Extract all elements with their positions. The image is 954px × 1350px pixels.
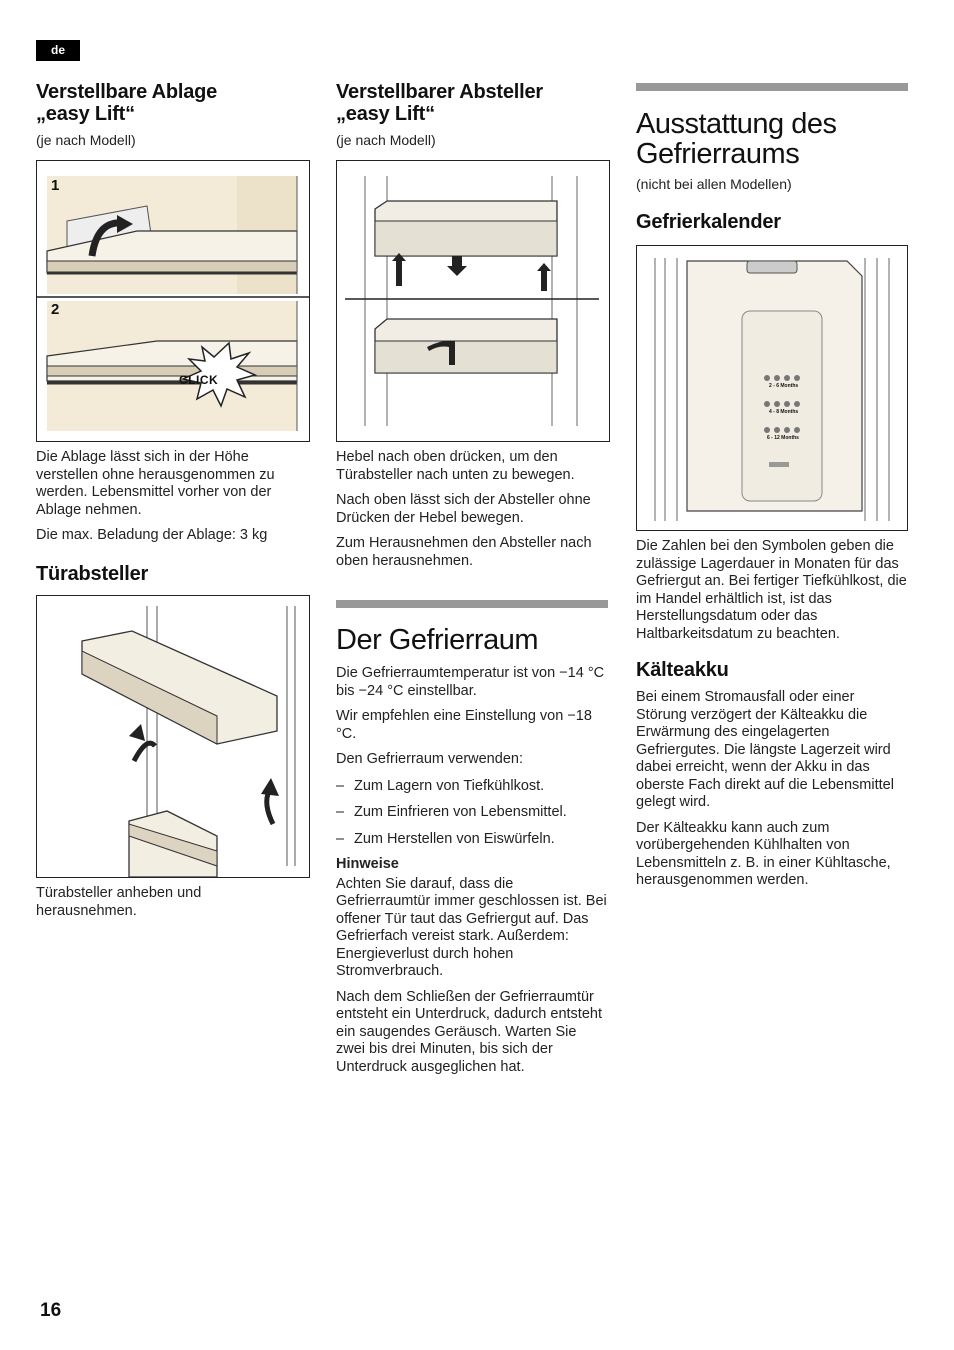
paragraph: Hebel nach oben drücken, um den Türabsteller nach unten zu bewegen. <box>336 449 575 483</box>
heading-tuerabsteller: Türabsteller <box>36 563 149 585</box>
freezer-calendar-figure <box>636 245 908 531</box>
calendar-row-2: 4 - 8 Months <box>769 409 799 415</box>
step-2-label: 2 <box>51 301 60 318</box>
paragraph: Die Gefrierraumtemperatur ist von −14 °C bis −24 °C einstellbar. <box>336 665 605 699</box>
heading-line-1: Verstellbare Ablage <box>36 81 218 103</box>
list-item <box>336 778 608 796</box>
list-dash: – <box>336 804 345 820</box>
hinweise-heading: Hinweise <box>336 856 399 872</box>
heading-der-gefrierraum: Der Gefrierraum <box>336 624 538 656</box>
heading-line-2: „easy Lift“ <box>36 103 135 125</box>
paragraph: Nach dem Schließen der Gefrierraumtür entsteht ein Unterdruck, dadurch entsteht ein saugendes Geräusch. Warten Sie zwei bis drei Minuten, bis sich der Unterdruck ausgeglichen hat. <box>336 988 602 1075</box>
paragraph: Wir empfehlen eine Einstellung von −18 °C. <box>336 708 592 742</box>
paragraph: Den Gefrierraum verwenden: <box>336 751 523 767</box>
heading-line-2: „easy Lift“ <box>336 103 435 125</box>
calendar-row-3: 6 - 12 Months <box>767 435 799 441</box>
heading-line-1: Verstellbarer Absteller <box>336 81 543 103</box>
list-item <box>336 831 608 849</box>
list-item-text: Zum Einfrieren von Lebensmittel. <box>354 804 567 820</box>
model-note: (nicht bei allen Modellen) <box>636 176 792 192</box>
page-number: 16 <box>40 1300 62 1321</box>
paragraph: Die max. Beladung der Ablage: 3 kg <box>36 527 268 543</box>
paragraph: Achten Sie darauf, dass die Gefrierraumtür immer geschlossen ist. Bei offener Tür taut das Gefriergut auf. Das Gefrierfach vereist stark. Außerdem: Energieverlust durch hohen Stromverbrauch. <box>336 875 607 979</box>
door-shelf-illustration <box>37 596 309 877</box>
kaelteakku-text <box>636 689 908 890</box>
absteller-figure <box>336 160 610 442</box>
list-item <box>336 804 608 822</box>
shelf-adjust-figure <box>36 160 310 442</box>
list-dash: – <box>336 830 345 847</box>
model-note: (je nach Modell) <box>336 132 436 148</box>
heading-ausstattung <box>636 109 836 169</box>
click-label: CLICK <box>179 373 219 387</box>
paragraph: Die Zahlen bei den Symbolen geben die zulässige Lagerdauer in Monaten für das Gefriergut an. Bei fertiger Tiefkühlkost, die im Handel erhältlich ist, ist das Herstellungsdatum oder das Haltbarkeitsdatum zu beachten. <box>636 538 907 642</box>
step-1-label: 1 <box>51 177 60 194</box>
list-dash: – <box>336 777 345 794</box>
kalender-text <box>636 538 908 643</box>
paragraph: Bei einem Stromausfall oder einer Störung verzögert der Kälteakku die Erwärmung des eingelagerten Gefriergutes. Die längste Lagerzeit wird dabei erreicht, wenn der Akku in das oberste Fach direkt auf die Lebensmittel gelegt wird. <box>636 689 894 810</box>
model-note: (je nach Modell) <box>36 132 136 148</box>
section-divider <box>636 83 908 91</box>
tuer-text <box>36 885 304 920</box>
gefrierraum-text <box>336 665 608 1076</box>
heading-verstellbare-ablage <box>36 81 217 125</box>
paragraph: Der Kälteakku kann auch zum vorübergehenden Kühlhalten von Lebensmitteln z. B. in einer Kühltasche, herausgenommen werden. <box>636 819 891 888</box>
paragraph: Zum Herausnehmen den Absteller nach oben herausnehmen. <box>336 535 592 569</box>
door-shelf-figure <box>36 595 310 878</box>
shelf-illustration <box>37 161 309 441</box>
absteller-illustration <box>337 161 609 441</box>
heading-line-2: Gefrierraums <box>636 138 800 170</box>
list-item-text: Zum Lagern von Tiefkühlkost. <box>354 777 545 794</box>
heading-verstellbarer-absteller <box>336 81 543 125</box>
paragraph: Nach oben lässt sich der Absteller ohne Drücken der Hebel bewegen. <box>336 492 591 526</box>
heading-gefrierkalender: Gefrierkalender <box>636 211 781 233</box>
heading-line-1: Ausstattung des <box>636 108 837 140</box>
paragraph: Türabsteller anheben und herausnehmen. <box>36 885 202 919</box>
list-item-text: Zum Herstellen von Eiswürfeln. <box>354 830 555 847</box>
heading-kaelteakku: Kälteakku <box>636 659 729 681</box>
section-divider <box>336 600 608 608</box>
ablage-text <box>36 449 304 545</box>
absteller-text <box>336 449 604 570</box>
language-tag: de <box>36 40 80 61</box>
paragraph: Die Ablage lässt sich in der Höhe verstellen ohne herausgenommen zu werden. Lebensmittel vorher von der Ablage nehmen. <box>36 449 275 518</box>
calendar-row-1: 2 - 6 Months <box>769 383 799 389</box>
